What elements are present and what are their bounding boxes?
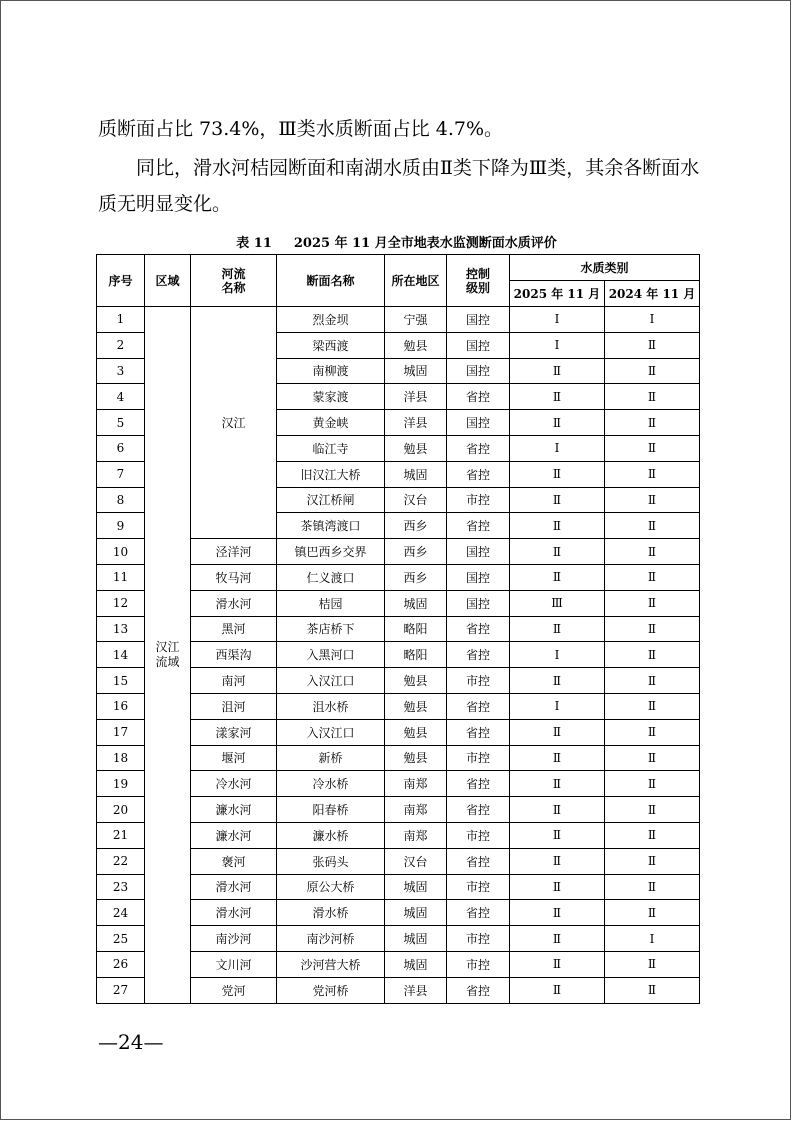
cell-class-2024: Ⅱ <box>605 564 700 590</box>
cell-section: 沮水桥 <box>277 693 385 719</box>
cell-class-2025: Ⅱ <box>510 564 605 590</box>
cell-location: 西乡 <box>385 513 447 539</box>
cell-location: 汉台 <box>385 487 447 513</box>
region-line2: 流域 <box>155 654 180 669</box>
cell-index: 1 <box>97 307 145 333</box>
cell-class-2025: Ⅱ <box>510 951 605 977</box>
cell-location: 勉县 <box>385 435 447 461</box>
cell-section: 阳春桥 <box>277 797 385 823</box>
cell-river: 南河 <box>191 668 277 694</box>
cell-level: 省控 <box>447 848 510 874</box>
cell-index: 22 <box>97 848 145 874</box>
cell-location: 略阳 <box>385 616 447 642</box>
cell-class-2025: Ⅰ <box>510 307 605 333</box>
cell-class-2025: Ⅰ <box>510 332 605 358</box>
cell-index: 20 <box>97 797 145 823</box>
cell-class-2025: Ⅲ <box>510 590 605 616</box>
header-level-line1: 控制 <box>465 266 490 281</box>
table-caption <box>0 232 793 251</box>
page-number: —24— <box>98 1030 164 1054</box>
cell-river: 西渠沟 <box>191 642 277 668</box>
cell-river: 黑河 <box>191 616 277 642</box>
cell-section: 镇巴西乡交界 <box>277 539 385 565</box>
cell-index: 7 <box>97 461 145 487</box>
header-section: 断面名称 <box>277 255 385 307</box>
cell-class-2025: Ⅱ <box>510 874 605 900</box>
header-river-line1: 河流 <box>221 266 246 281</box>
cell-location: 城固 <box>385 900 447 926</box>
cell-level: 市控 <box>447 951 510 977</box>
cell-index: 16 <box>97 693 145 719</box>
cell-location: 略阳 <box>385 642 447 668</box>
cell-class-2024: Ⅱ <box>605 719 700 745</box>
cell-index: 19 <box>97 771 145 797</box>
cell-section: 桔园 <box>277 590 385 616</box>
cell-river: 滑水河 <box>191 900 277 926</box>
cell-class-2025: Ⅱ <box>510 745 605 771</box>
cell-level: 省控 <box>447 435 510 461</box>
cell-class-2025: Ⅱ <box>510 358 605 384</box>
cell-section: 汉江桥闸 <box>277 487 385 513</box>
cell-location: 城固 <box>385 461 447 487</box>
cell-class-2025: Ⅱ <box>510 668 605 694</box>
cell-index: 21 <box>97 822 145 848</box>
header-level <box>447 255 510 307</box>
cell-section: 冷水桥 <box>277 771 385 797</box>
cell-section: 梁西渡 <box>277 332 385 358</box>
cell-section: 蒙家渡 <box>277 384 385 410</box>
cell-class-2025: Ⅰ <box>510 642 605 668</box>
cell-location: 西乡 <box>385 564 447 590</box>
cell-class-2024: Ⅱ <box>605 332 700 358</box>
cell-class-2025: Ⅱ <box>510 410 605 436</box>
header-level-line2: 级别 <box>465 280 490 295</box>
cell-class-2025: Ⅱ <box>510 900 605 926</box>
cell-class-2024: Ⅱ <box>605 435 700 461</box>
cell-river: 濂水河 <box>191 797 277 823</box>
cell-class-2024: Ⅰ <box>605 926 700 952</box>
cell-index: 25 <box>97 926 145 952</box>
header-class-2025: 2025 年 11 月 <box>510 281 605 307</box>
cell-river: 沮河 <box>191 693 277 719</box>
cell-index: 6 <box>97 435 145 461</box>
header-class-2024: 2024 年 11 月 <box>605 281 700 307</box>
cell-level: 省控 <box>447 693 510 719</box>
cell-section: 党河桥 <box>277 977 385 1003</box>
cell-level: 国控 <box>447 410 510 436</box>
cell-river: 滑水河 <box>191 590 277 616</box>
cell-class-2024: Ⅱ <box>605 487 700 513</box>
cell-index: 23 <box>97 874 145 900</box>
cell-class-2025: Ⅱ <box>510 461 605 487</box>
cell-level: 国控 <box>447 358 510 384</box>
cell-index: 4 <box>97 384 145 410</box>
cell-location: 南郑 <box>385 797 447 823</box>
cell-class-2025: Ⅱ <box>510 771 605 797</box>
cell-level: 市控 <box>447 487 510 513</box>
cell-river: 漾家河 <box>191 719 277 745</box>
cell-level: 市控 <box>447 926 510 952</box>
cell-location: 勉县 <box>385 693 447 719</box>
cell-class-2024: Ⅱ <box>605 642 700 668</box>
table-body <box>97 307 700 1004</box>
cell-index: 8 <box>97 487 145 513</box>
cell-section: 入黑河口 <box>277 642 385 668</box>
cell-level: 国控 <box>447 539 510 565</box>
cell-level: 国控 <box>447 590 510 616</box>
cell-section: 烈金坝 <box>277 307 385 333</box>
cell-section: 茶店桥下 <box>277 616 385 642</box>
header-river-line2: 名称 <box>221 280 246 295</box>
paragraph-2: 同比，滑水河桔园断面和南湖水质由Ⅱ类下降为Ⅲ类，其余各断面水质无明显变化。 <box>98 157 700 215</box>
cell-river: 文川河 <box>191 951 277 977</box>
header-river <box>191 255 277 307</box>
cell-section: 沙河营大桥 <box>277 951 385 977</box>
cell-class-2024: Ⅱ <box>605 874 700 900</box>
cell-class-2024: Ⅱ <box>605 410 700 436</box>
cell-river: 冷水河 <box>191 771 277 797</box>
cell-class-2024: Ⅱ <box>605 771 700 797</box>
cell-section: 南柳渡 <box>277 358 385 384</box>
cell-section: 旧汉江大桥 <box>277 461 385 487</box>
cell-index: 15 <box>97 668 145 694</box>
cell-class-2025: Ⅱ <box>510 384 605 410</box>
cell-class-2025: Ⅱ <box>510 977 605 1003</box>
cell-class-2024: Ⅱ <box>605 513 700 539</box>
cell-index: 9 <box>97 513 145 539</box>
cell-river: 濂水河 <box>191 822 277 848</box>
cell-river: 泾洋河 <box>191 539 277 565</box>
cell-index: 2 <box>97 332 145 358</box>
cell-location: 城固 <box>385 926 447 952</box>
cell-level: 市控 <box>447 874 510 900</box>
cell-level: 国控 <box>447 564 510 590</box>
cell-index: 14 <box>97 642 145 668</box>
cell-index: 13 <box>97 616 145 642</box>
cell-index: 18 <box>97 745 145 771</box>
cell-river: 南沙河 <box>191 926 277 952</box>
cell-location: 勉县 <box>385 668 447 694</box>
cell-section: 张码头 <box>277 848 385 874</box>
cell-index: 3 <box>97 358 145 384</box>
cell-location: 南郑 <box>385 822 447 848</box>
cell-index: 27 <box>97 977 145 1003</box>
header-class-group: 水质类别 <box>510 255 700 281</box>
cell-class-2024: Ⅱ <box>605 668 700 694</box>
cell-location: 城固 <box>385 590 447 616</box>
cell-location: 汉台 <box>385 848 447 874</box>
cell-level: 省控 <box>447 384 510 410</box>
cell-class-2025: Ⅱ <box>510 822 605 848</box>
cell-class-2025: Ⅱ <box>510 539 605 565</box>
cell-class-2025: Ⅱ <box>510 487 605 513</box>
cell-class-2024: Ⅱ <box>605 461 700 487</box>
cell-index: 12 <box>97 590 145 616</box>
cell-class-2025: Ⅰ <box>510 435 605 461</box>
cell-class-2025: Ⅱ <box>510 616 605 642</box>
cell-section: 滑水桥 <box>277 900 385 926</box>
table-caption-number: 表 11 <box>236 236 272 251</box>
cell-river: 汉江 <box>191 307 277 539</box>
cell-class-2025: Ⅱ <box>510 848 605 874</box>
cell-level: 省控 <box>447 797 510 823</box>
cell-level: 省控 <box>447 900 510 926</box>
cell-location: 宁强 <box>385 307 447 333</box>
cell-region <box>145 307 191 1004</box>
cell-index: 10 <box>97 539 145 565</box>
cell-level: 省控 <box>447 642 510 668</box>
cell-section: 入汉江口 <box>277 668 385 694</box>
header-location: 所在地区 <box>385 255 447 307</box>
cell-index: 17 <box>97 719 145 745</box>
header-region: 区域 <box>145 255 191 307</box>
cell-class-2024: Ⅱ <box>605 590 700 616</box>
cell-level: 国控 <box>447 307 510 333</box>
cell-location: 洋县 <box>385 410 447 436</box>
cell-class-2024: Ⅱ <box>605 745 700 771</box>
cell-class-2024: Ⅱ <box>605 539 700 565</box>
cell-location: 城固 <box>385 951 447 977</box>
cell-level: 市控 <box>447 745 510 771</box>
cell-class-2025: Ⅱ <box>510 797 605 823</box>
cell-section: 黄金峡 <box>277 410 385 436</box>
region-line1: 汉江 <box>155 639 180 654</box>
cell-level: 国控 <box>447 332 510 358</box>
cell-class-2024: Ⅱ <box>605 848 700 874</box>
cell-class-2024: Ⅱ <box>605 900 700 926</box>
cell-section: 仁义渡口 <box>277 564 385 590</box>
cell-class-2025: Ⅰ <box>510 693 605 719</box>
table-caption-title: 2025 年 11 月全市地表水监测断面水质评价 <box>293 236 557 251</box>
cell-index: 26 <box>97 951 145 977</box>
cell-section: 原公大桥 <box>277 874 385 900</box>
cell-location: 勉县 <box>385 745 447 771</box>
cell-location: 西乡 <box>385 539 447 565</box>
cell-section: 新桥 <box>277 745 385 771</box>
cell-class-2024: Ⅱ <box>605 977 700 1003</box>
cell-level: 省控 <box>447 977 510 1003</box>
cell-class-2024: Ⅱ <box>605 616 700 642</box>
cell-section: 濂水桥 <box>277 822 385 848</box>
cell-class-2024: Ⅱ <box>605 358 700 384</box>
cell-location: 勉县 <box>385 719 447 745</box>
cell-section: 南沙河桥 <box>277 926 385 952</box>
cell-location: 洋县 <box>385 977 447 1003</box>
cell-class-2024: Ⅱ <box>605 384 700 410</box>
table-row <box>97 307 700 333</box>
cell-level: 省控 <box>447 616 510 642</box>
cell-level: 市控 <box>447 822 510 848</box>
cell-level: 省控 <box>447 513 510 539</box>
cell-location: 城固 <box>385 874 447 900</box>
cell-class-2025: Ⅱ <box>510 926 605 952</box>
cell-river: 滑水河 <box>191 874 277 900</box>
cell-location: 勉县 <box>385 332 447 358</box>
cell-class-2024: Ⅱ <box>605 693 700 719</box>
cell-index: 24 <box>97 900 145 926</box>
cell-class-2024: Ⅱ <box>605 797 700 823</box>
cell-location: 洋县 <box>385 384 447 410</box>
cell-class-2024: Ⅰ <box>605 307 700 333</box>
cell-river: 堰河 <box>191 745 277 771</box>
cell-section: 入汉江口 <box>277 719 385 745</box>
cell-level: 省控 <box>447 719 510 745</box>
paragraph-1: 质断面占比 73.4%，Ⅲ类水质断面占比 4.7%。 <box>98 118 504 140</box>
water-quality-table <box>96 254 700 1004</box>
cell-index: 5 <box>97 410 145 436</box>
cell-level: 省控 <box>447 461 510 487</box>
cell-river: 牧马河 <box>191 564 277 590</box>
cell-class-2024: Ⅱ <box>605 822 700 848</box>
cell-class-2025: Ⅱ <box>510 719 605 745</box>
cell-location: 南郑 <box>385 771 447 797</box>
cell-river: 褒河 <box>191 848 277 874</box>
cell-level: 市控 <box>447 668 510 694</box>
cell-index: 11 <box>97 564 145 590</box>
cell-level: 省控 <box>447 771 510 797</box>
cell-class-2025: Ⅱ <box>510 513 605 539</box>
cell-location: 城固 <box>385 358 447 384</box>
cell-section: 临江寺 <box>277 435 385 461</box>
cell-river: 党河 <box>191 977 277 1003</box>
cell-section: 茶镇湾渡口 <box>277 513 385 539</box>
header-index: 序号 <box>97 255 145 307</box>
cell-class-2024: Ⅱ <box>605 951 700 977</box>
